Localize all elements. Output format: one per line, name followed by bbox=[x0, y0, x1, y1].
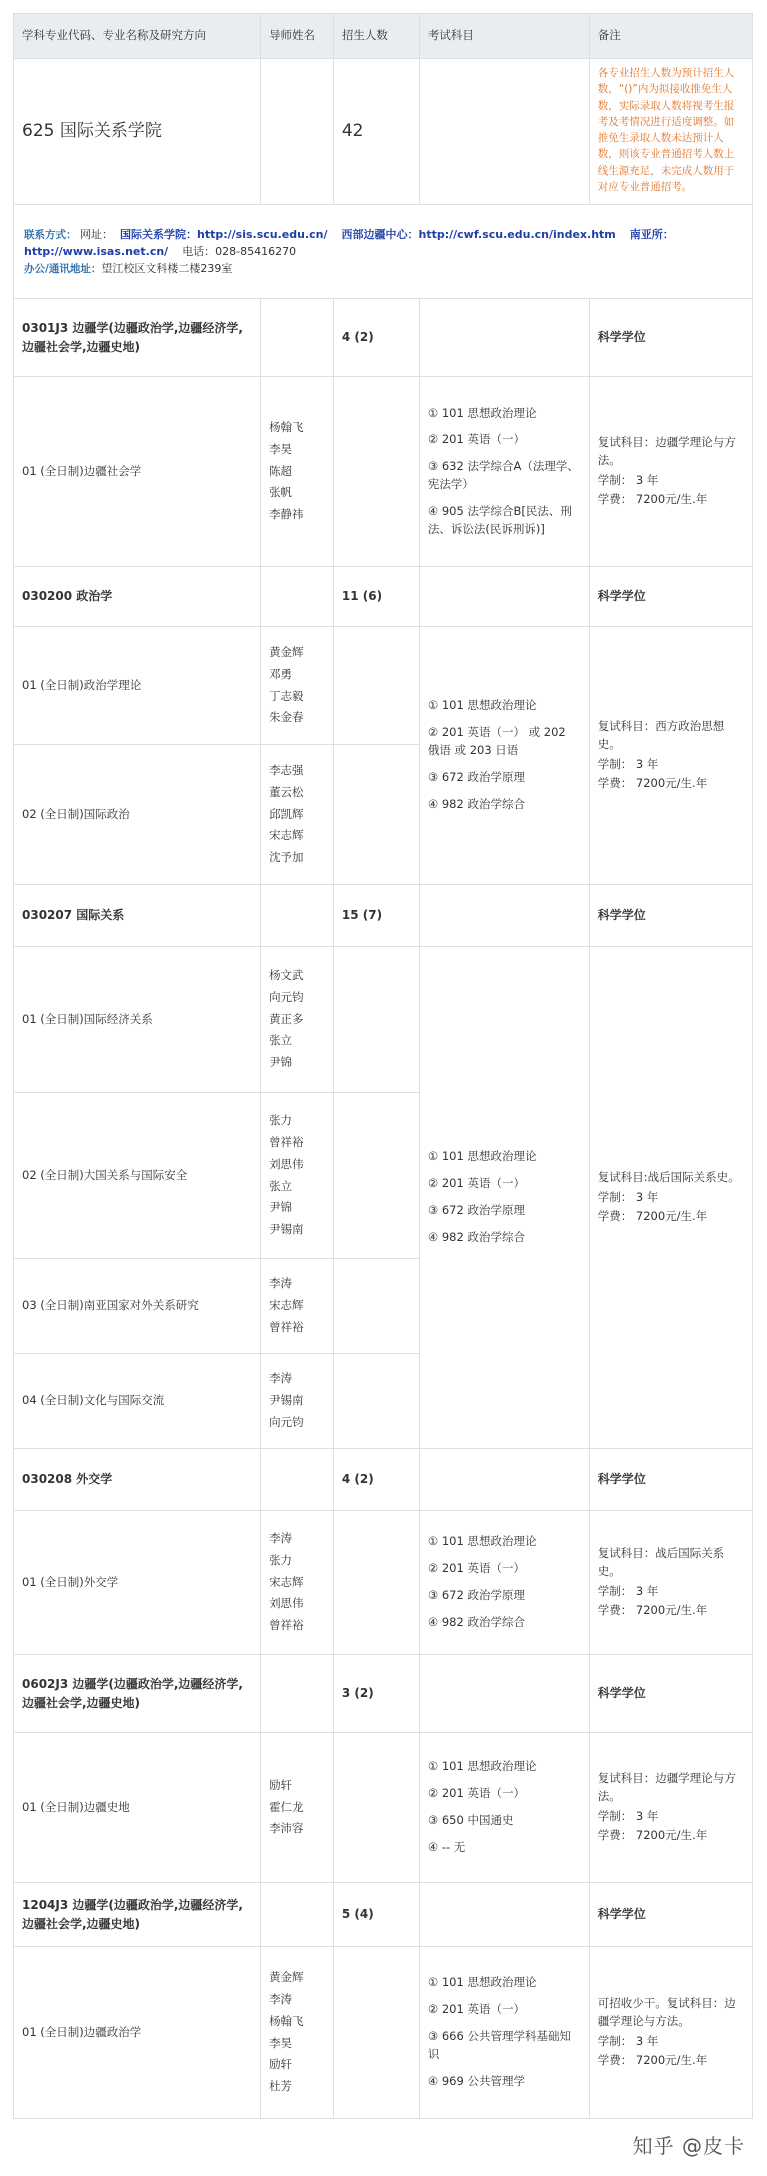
major-title: 0602J3 边疆学(边疆政治学,边疆经济学,边疆社会学,边疆史地) bbox=[14, 1655, 261, 1733]
tutor-name: 尹锡南 bbox=[269, 1222, 304, 1237]
tutor-name: 陈超 bbox=[269, 463, 293, 478]
remark-item: 学费： 7200元/生.年 bbox=[597, 492, 708, 507]
tutor-list bbox=[261, 947, 334, 1093]
remark-item: 学制： 3 年 bbox=[597, 472, 659, 487]
site-link-sis[interactable]: 国际关系学院：http://sis.scu.edu.cn/ bbox=[120, 227, 328, 241]
header-major: 学科专业代码、专业名称及研究方向 bbox=[14, 14, 261, 59]
tutor-name: 黄金辉 bbox=[269, 644, 304, 659]
tutor-name: 张力 bbox=[269, 1552, 293, 1567]
site-link-isas[interactable]: http://www.isas.net.cn/ bbox=[24, 244, 169, 258]
exam-item: ③ 672 政治学原理 bbox=[427, 1203, 525, 1217]
tutor-name: 李昊 bbox=[269, 441, 293, 456]
tutor-name: 励轩 bbox=[269, 2057, 293, 2072]
exam-subjects bbox=[419, 1947, 589, 2119]
tutor-list bbox=[261, 1354, 334, 1449]
tutor-name: 刘思伟 bbox=[269, 1596, 304, 1611]
tutor-list bbox=[261, 1259, 334, 1354]
major-degree: 科学学位 bbox=[589, 567, 752, 627]
remark-item: 学制： 3 年 bbox=[597, 1583, 659, 1598]
exam-item: ④ 905 法学综合B[民法、刑法、诉讼法(民诉刑诉)] bbox=[427, 503, 572, 536]
major-row bbox=[14, 885, 753, 947]
major-quota: 15 (7) bbox=[333, 885, 419, 947]
tutor-name: 宋志辉 bbox=[269, 1574, 304, 1589]
tutor-name: 张力 bbox=[269, 1113, 293, 1128]
header-tutor: 导师姓名 bbox=[261, 14, 334, 59]
major-degree: 科学学位 bbox=[589, 885, 752, 947]
exam-item: ① 101 思想政治理论 bbox=[427, 1534, 537, 1549]
tutor-list bbox=[261, 1947, 334, 2119]
exam-subjects bbox=[419, 377, 589, 567]
direction-name: 04 (全日制)文化与国际交流 bbox=[14, 1354, 261, 1449]
tutor-name: 张立 bbox=[269, 1178, 293, 1193]
direction-name: 01 (全日制)外交学 bbox=[14, 1511, 261, 1655]
exam-item: ③ 672 政治学原理 bbox=[427, 1588, 525, 1602]
contact-address: 望江校区文科楼二楼239室 bbox=[101, 262, 233, 276]
major-row bbox=[14, 1883, 753, 1947]
tutor-name: 霍仁龙 bbox=[269, 1799, 304, 1814]
address-label: 办公/通讯地址： bbox=[24, 263, 102, 276]
major-quota: 4 (2) bbox=[333, 299, 419, 377]
exam-item: ② 201 英语（一） 或 202 俄语 或 203 日语 bbox=[427, 725, 566, 758]
tutor-name: 李涛 bbox=[269, 1530, 293, 1545]
header-row bbox=[14, 14, 753, 59]
exam-item: ③ 650 中国通史 bbox=[427, 1813, 514, 1827]
remark-item: 学制： 3 年 bbox=[597, 1808, 659, 1823]
tutor-name: 杨翰飞 bbox=[269, 419, 304, 434]
direction-name: 01 (全日制)边疆社会学 bbox=[14, 377, 261, 567]
major-quota: 3 (2) bbox=[333, 1655, 419, 1733]
exam-item: ④ 982 政治学综合 bbox=[427, 1614, 525, 1629]
header-quota: 招生人数 bbox=[333, 14, 419, 59]
admissions-table bbox=[13, 13, 753, 2119]
college-row bbox=[14, 59, 753, 205]
tutor-name: 杜芳 bbox=[269, 2079, 293, 2094]
major-title: 030200 政治学 bbox=[14, 567, 261, 627]
direction-row bbox=[14, 1733, 753, 1883]
remark-item: 学费： 7200元/生.年 bbox=[597, 1209, 708, 1224]
tutor-name: 尹锦 bbox=[269, 1055, 293, 1070]
direction-row bbox=[14, 1511, 753, 1655]
remark-cell bbox=[589, 627, 752, 885]
major-title: 1204J3 边疆学(边疆政治学,边疆经济学,边疆社会学,边疆史地) bbox=[14, 1883, 261, 1947]
remark-cell bbox=[589, 1733, 752, 1883]
remark-item: 复试科目：战后国际关系史。 bbox=[597, 1545, 725, 1578]
tutor-name: 向元钧 bbox=[269, 989, 304, 1004]
site-prefix: 网址： bbox=[80, 227, 113, 241]
site-link-cwf[interactable]: 西部边疆中心：http://cwf.scu.edu.cn/index.htm bbox=[341, 227, 616, 241]
major-row bbox=[14, 1655, 753, 1733]
direction-name: 03 (全日制)南亚国家对外关系研究 bbox=[14, 1259, 261, 1354]
contact-row bbox=[14, 205, 753, 299]
major-degree: 科学学位 bbox=[589, 299, 752, 377]
exam-item: ② 201 英语（一） bbox=[427, 1561, 525, 1576]
remark-item: 学制： 3 年 bbox=[597, 756, 659, 771]
exam-item: ③ 672 政治学原理 bbox=[427, 769, 525, 784]
exam-item: ③ 666 公共管理学科基础知识 bbox=[427, 2029, 571, 2061]
tutor-list bbox=[261, 627, 334, 745]
tutor-name: 宋志辉 bbox=[269, 1298, 304, 1313]
exam-item: ② 201 英语（一） bbox=[427, 1786, 525, 1801]
major-title: 030208 外交学 bbox=[14, 1449, 261, 1511]
exam-item: ④ 982 政治学综合 bbox=[427, 1229, 525, 1244]
remark-item: 复试科目：西方政治思想史。 bbox=[597, 718, 725, 751]
major-quota: 11 (6) bbox=[333, 567, 419, 627]
tutor-name: 董云松 bbox=[269, 784, 304, 799]
remark-cell bbox=[589, 1947, 752, 2119]
major-degree: 科学学位 bbox=[589, 1449, 752, 1511]
exam-item: ① 101 思想政治理论 bbox=[427, 1759, 537, 1774]
tutor-name: 黄金辉 bbox=[269, 1970, 304, 1985]
exam-item: ④ -- 无 bbox=[427, 1839, 466, 1854]
tutor-list bbox=[261, 1733, 334, 1883]
direction-name: 01 (全日制)政治学理论 bbox=[14, 627, 261, 745]
college-note: 各专业招生人数为预计招生人数，“()”内为拟接收推免生人数，实际录取人数将视考生报考及考情况进行适度调整。如推免生录取人数未达预计人数，则该专业普通招考人数上线生源充足，未完成人数用于对应专业普通招考。 bbox=[589, 59, 752, 205]
tutor-name: 黄正多 bbox=[269, 1011, 304, 1026]
major-row bbox=[14, 567, 753, 627]
remark-item: 学制： 3 年 bbox=[597, 2033, 659, 2048]
exam-subjects bbox=[419, 1733, 589, 1883]
tutor-name: 李涛 bbox=[269, 1276, 293, 1291]
major-quota: 4 (2) bbox=[333, 1449, 419, 1511]
tutor-name: 张立 bbox=[269, 1033, 293, 1048]
major-degree: 科学学位 bbox=[589, 1883, 752, 1947]
tutor-name: 杨文武 bbox=[269, 967, 304, 982]
watermark: 知乎 @皮卡 bbox=[632, 2134, 745, 2158]
exam-item: ② 201 英语（一） bbox=[427, 2002, 525, 2017]
tutor-name: 宋志辉 bbox=[269, 828, 304, 843]
tutor-name: 李静祎 bbox=[269, 507, 304, 522]
remark-item: 复试科目：边疆学理论与方法。 bbox=[597, 1770, 736, 1803]
tutor-list bbox=[261, 377, 334, 567]
tutor-name: 李志强 bbox=[269, 762, 304, 777]
tutor-name: 李涛 bbox=[269, 1991, 293, 2006]
site-prefix-isas: 南亚所： bbox=[629, 227, 674, 241]
major-quota: 5 (4) bbox=[333, 1883, 419, 1947]
tutor-name: 向元钧 bbox=[269, 1414, 304, 1429]
header-remark: 备注 bbox=[589, 14, 752, 59]
exam-subjects bbox=[419, 947, 589, 1449]
remark-cell bbox=[589, 947, 752, 1449]
direction-name: 01 (全日制)国际经济关系 bbox=[14, 947, 261, 1093]
remark-item: 学费： 7200元/生.年 bbox=[597, 2053, 708, 2068]
exam-item: ③ 632 法学综合A（法理学、宪法学） bbox=[427, 459, 579, 491]
tutor-name: 励轩 bbox=[269, 1777, 293, 1792]
major-title: 0301J3 边疆学(边疆政治学,边疆经济学,边疆社会学,边疆史地) bbox=[14, 299, 261, 377]
exam-subjects bbox=[419, 627, 589, 885]
direction-row bbox=[14, 627, 753, 745]
remark-item: 学费： 7200元/生.年 bbox=[597, 776, 708, 791]
remark-item: 学费： 7200元/生.年 bbox=[597, 1603, 708, 1618]
college-quota: 42 bbox=[333, 59, 419, 205]
exam-subjects bbox=[419, 1511, 589, 1655]
tutor-name: 邱凯辉 bbox=[269, 806, 304, 821]
tutor-name: 尹锦 bbox=[269, 1200, 293, 1215]
remark-item: 复试科目：边疆学理论与方法。 bbox=[597, 434, 736, 467]
direction-name: 01 (全日制)边疆史地 bbox=[14, 1733, 261, 1883]
exam-item: ① 101 思想政治理论 bbox=[427, 405, 537, 420]
remark-item: 学制： 3 年 bbox=[597, 1189, 659, 1204]
direction-row bbox=[14, 1947, 753, 2119]
exam-item: ④ 982 政治学综合 bbox=[427, 796, 525, 811]
tutor-name: 李昊 bbox=[269, 2035, 293, 2050]
tutor-name: 曾祥裕 bbox=[269, 1319, 304, 1334]
contact-phone: 电话：028-85416270 bbox=[182, 244, 297, 258]
tutor-name: 朱金春 bbox=[269, 710, 304, 725]
tutor-name: 李涛 bbox=[269, 1371, 293, 1386]
college-name: 625 国际关系学院 bbox=[14, 59, 261, 205]
tutor-name: 沈予加 bbox=[269, 850, 304, 865]
header-exam: 考试科目 bbox=[419, 14, 589, 59]
remark-item: 复试科目:战后国际关系史。 bbox=[597, 1169, 740, 1184]
direction-name: 02 (全日制)国际政治 bbox=[14, 745, 261, 885]
tutor-name: 尹锡南 bbox=[269, 1393, 304, 1408]
direction-row bbox=[14, 947, 753, 1093]
exam-item: ① 101 思想政治理论 bbox=[427, 698, 537, 713]
remark-cell bbox=[589, 1511, 752, 1655]
major-title: 030207 国际关系 bbox=[14, 885, 261, 947]
tutor-name: 丁志毅 bbox=[269, 688, 304, 703]
exam-item: ② 201 英语（一） bbox=[427, 432, 525, 447]
contact-label: 联系方式： bbox=[24, 228, 77, 241]
direction-name: 02 (全日制)大国关系与国际安全 bbox=[14, 1093, 261, 1259]
tutor-name: 邓勇 bbox=[269, 666, 293, 681]
direction-row bbox=[14, 377, 753, 567]
tutor-name: 曾祥裕 bbox=[269, 1134, 304, 1149]
exam-item: ① 101 思想政治理论 bbox=[427, 1975, 537, 1990]
remark-item: 可招收少干。复试科目：边疆学理论与方法。 bbox=[597, 1995, 736, 2028]
tutor-name: 张帆 bbox=[269, 485, 293, 500]
tutor-list bbox=[261, 1511, 334, 1655]
tutor-name: 刘思伟 bbox=[269, 1156, 304, 1171]
tutor-name: 杨翰飞 bbox=[269, 2013, 304, 2028]
contact-info bbox=[14, 205, 753, 299]
tutor-list bbox=[261, 1093, 334, 1259]
major-degree: 科学学位 bbox=[589, 1655, 752, 1733]
remark-item: 学费： 7200元/生.年 bbox=[597, 1828, 708, 1843]
tutor-name: 李沛容 bbox=[269, 1821, 304, 1836]
tutor-name: 曾祥裕 bbox=[269, 1618, 304, 1633]
remark-cell bbox=[589, 377, 752, 567]
direction-name: 01 (全日制)边疆政治学 bbox=[14, 1947, 261, 2119]
major-row bbox=[14, 1449, 753, 1511]
exam-item: ④ 969 公共管理学 bbox=[427, 2073, 525, 2088]
exam-item: ② 201 英语（一） bbox=[427, 1176, 525, 1191]
major-row bbox=[14, 299, 753, 377]
exam-item: ① 101 思想政治理论 bbox=[427, 1149, 537, 1164]
tutor-list bbox=[261, 745, 334, 885]
